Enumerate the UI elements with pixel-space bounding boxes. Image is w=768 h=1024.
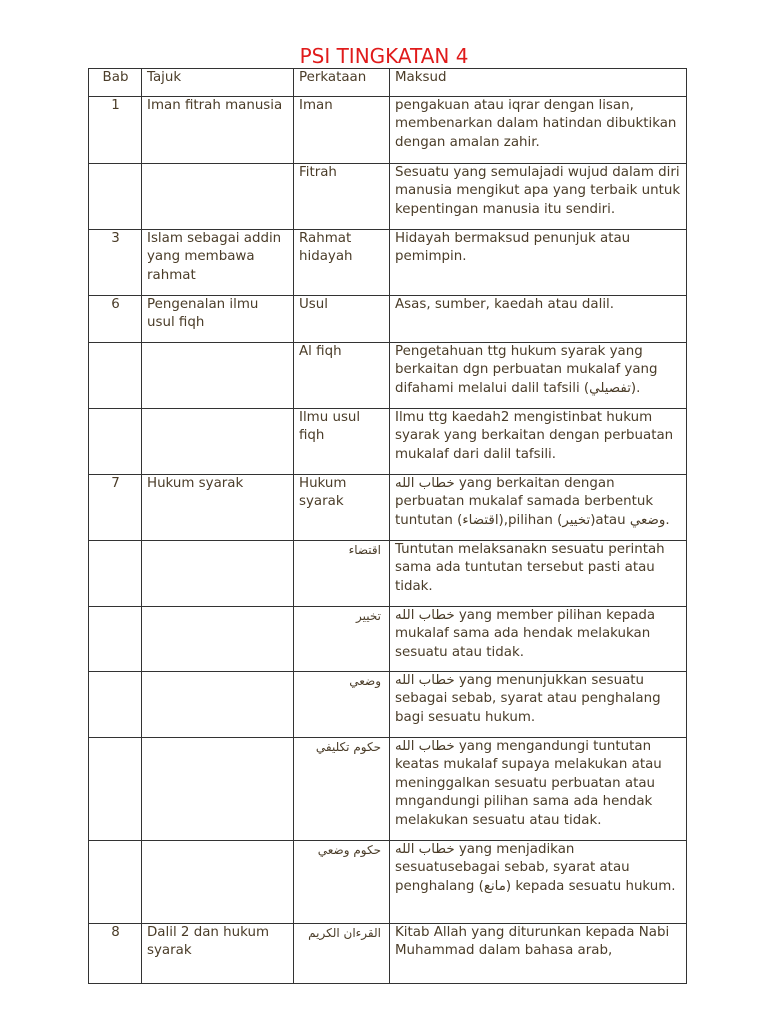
cell-maksud: خطاب الله yang member pilihan kepada mukalaf sama ada hendak melakukan sesuatu atau tidak. bbox=[390, 607, 687, 672]
cell-maksud: خطاب الله yang menunjukkan sesuatu sebagai sebab, syarat atau penghalang bagi sesuatu hukum. bbox=[390, 672, 687, 738]
table-row bbox=[89, 97, 687, 164]
glossary-table-container bbox=[88, 68, 686, 959]
cell-maksud: pengakuan atau iqrar dengan lisan, membenarkan dalam hatindan dibuktikan dengan amalan zahir. bbox=[390, 97, 687, 164]
cell-maksud: Ilmu ttg kaedah2 mengistinbat hukum syarak yang berkaitan dengan perbuatan mukalaf dari dalil tafsili. bbox=[390, 409, 687, 475]
cell-bab bbox=[89, 343, 142, 409]
table-row bbox=[89, 164, 687, 230]
table-row bbox=[89, 924, 687, 984]
cell-bab: 6 bbox=[89, 296, 142, 343]
cell-perkataan: Al fiqh bbox=[294, 343, 390, 409]
table-row bbox=[89, 409, 687, 475]
cell-tajuk bbox=[142, 164, 294, 230]
table-row bbox=[89, 343, 687, 409]
cell-perkataan: Usul bbox=[294, 296, 390, 343]
cell-bab bbox=[89, 738, 142, 841]
cell-perkataan: Fitrah bbox=[294, 164, 390, 230]
cell-perkataan: وضعي bbox=[294, 672, 390, 738]
cell-tajuk bbox=[142, 607, 294, 672]
cell-tajuk bbox=[142, 541, 294, 607]
cell-perkataan: Rahmat hidayah bbox=[294, 230, 390, 296]
header-bab: Bab bbox=[89, 69, 142, 97]
cell-tajuk bbox=[142, 738, 294, 841]
cell-perkataan: حكوم وضعي bbox=[294, 841, 390, 924]
cell-maksud: خطاب الله yang menjadikan sesuatusebagai sebab, syarat atau penghalang (مانع) kepada sesuatu hukum. bbox=[390, 841, 687, 924]
table-row bbox=[89, 230, 687, 296]
cell-bab bbox=[89, 841, 142, 924]
header-perkataan: Perkataan bbox=[294, 69, 390, 97]
cell-tajuk bbox=[142, 841, 294, 924]
cell-perkataan: حكوم تكليفي bbox=[294, 738, 390, 841]
cell-tajuk: Hukum syarak bbox=[142, 475, 294, 541]
cell-bab: 8 bbox=[89, 924, 142, 984]
cell-perkataan: تخيير bbox=[294, 607, 390, 672]
cell-perkataan: Ilmu usul fiqh bbox=[294, 409, 390, 475]
table-row bbox=[89, 475, 687, 541]
cell-bab bbox=[89, 607, 142, 672]
table-row bbox=[89, 541, 687, 607]
cell-perkataan: Iman bbox=[294, 97, 390, 164]
table-row bbox=[89, 841, 687, 924]
table-row bbox=[89, 738, 687, 841]
cell-tajuk: Dalil 2 dan hukum syarak bbox=[142, 924, 294, 984]
cell-maksud: Hidayah bermaksud penunjuk atau pemimpin. bbox=[390, 230, 687, 296]
page-title: PSI TINGKATAN 4 bbox=[299, 44, 469, 68]
cell-bab: 7 bbox=[89, 475, 142, 541]
cell-tajuk: Islam sebagai addin yang membawa rahmat bbox=[142, 230, 294, 296]
cell-maksud: Tuntutan melaksanakn sesuatu perintah sama ada tuntutan tersebut pasti atau tidak. bbox=[390, 541, 687, 607]
cell-perkataan: Hukum syarak bbox=[294, 475, 390, 541]
cell-maksud: Asas, sumber, kaedah atau dalil. bbox=[390, 296, 687, 343]
cell-bab: 3 bbox=[89, 230, 142, 296]
cell-bab bbox=[89, 672, 142, 738]
cell-maksud: Pengetahuan ttg hukum syarak yang berkaitan dgn perbuatan mukalaf yang difahami melalui dalil tafsili (تفصيلي). bbox=[390, 343, 687, 409]
cell-maksud: Sesuatu yang semulajadi wujud dalam diri manusia mengikut apa yang terbaik untuk kepentingan manusia itu sendiri. bbox=[390, 164, 687, 230]
cell-perkataan: اقتضاء bbox=[294, 541, 390, 607]
cell-bab bbox=[89, 164, 142, 230]
cell-tajuk bbox=[142, 343, 294, 409]
cell-bab: 1 bbox=[89, 97, 142, 164]
table-row bbox=[89, 607, 687, 672]
header-tajuk: Tajuk bbox=[142, 69, 294, 97]
table-header-row bbox=[89, 69, 687, 97]
cell-tajuk bbox=[142, 672, 294, 738]
cell-maksud: خطاب الله yang mengandungi tuntutan keatas mukalaf supaya melakukan atau meninggalkan sesuatu perbuatan atau mngandungi pilihan sama ada hendak melakukan sesuatu atau tidak. bbox=[390, 738, 687, 841]
glossary-table bbox=[88, 68, 687, 984]
table-row bbox=[89, 672, 687, 738]
cell-tajuk: Iman fitrah manusia bbox=[142, 97, 294, 164]
cell-bab bbox=[89, 409, 142, 475]
cell-bab bbox=[89, 541, 142, 607]
cell-maksud: خطاب الله yang berkaitan dengan perbuatan mukalaf samada berbentuk tuntutan (اقتضاء),pilihan (تخيير)atau وضعي. bbox=[390, 475, 687, 541]
cell-tajuk bbox=[142, 409, 294, 475]
table-row bbox=[89, 296, 687, 343]
cell-maksud: Kitab Allah yang diturunkan kepada Nabi Muhammad dalam bahasa arab, bbox=[390, 924, 687, 984]
cell-tajuk: Pengenalan ilmu usul fiqh bbox=[142, 296, 294, 343]
cell-perkataan: القرءان الكريم bbox=[294, 924, 390, 984]
header-maksud: Maksud bbox=[390, 69, 687, 97]
